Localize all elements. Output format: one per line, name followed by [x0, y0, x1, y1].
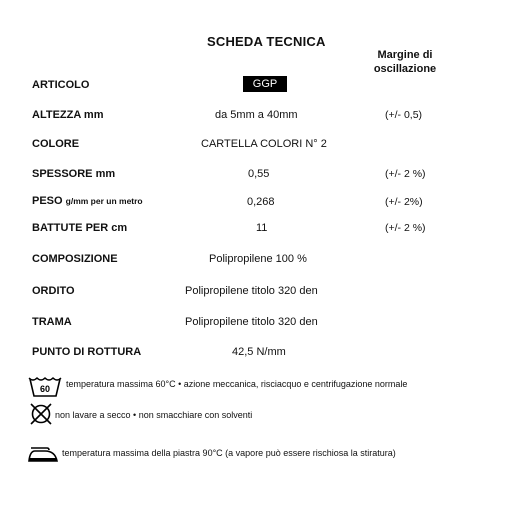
value-battute: 11: [256, 222, 268, 234]
label-punto-rottura: PUNTO DI ROTTURA: [32, 346, 142, 358]
dryclean-care-text: non lavare a secco • non smacchiare con solventi: [55, 410, 253, 420]
wash-care-text: temperatura massima 60°C • azione meccanica, risciacquo e centrifugazione normale: [66, 379, 408, 389]
no-dry-clean-icon: [29, 402, 53, 426]
label-peso-sub: g/mm per un metro: [65, 196, 143, 206]
label-colore: COLORE: [32, 138, 80, 150]
value-colore: CARTELLA COLORI N° 2: [201, 138, 327, 150]
page-title: SCHEDA TECNICA: [207, 34, 326, 49]
label-articolo: ARTICOLO: [32, 79, 90, 91]
value-ordito: Polipropilene titolo 320 den: [185, 285, 318, 297]
label-composizione: COMPOSIZIONE: [32, 253, 118, 265]
value-spessore: 0,55: [248, 168, 270, 180]
wash-temperature-number: 60: [39, 384, 51, 394]
value-peso: 0,268: [247, 196, 275, 208]
label-peso-main: PESO: [32, 195, 63, 207]
label-trama: TRAMA: [32, 316, 72, 328]
value-altezza: da 5mm a 40mm: [215, 109, 298, 121]
label-spessore: SPESSORE mm: [32, 168, 116, 180]
tolerance-spessore: (+/- 2 %): [385, 168, 426, 180]
tolerance-battute: (+/- 2 %): [385, 222, 426, 234]
label-altezza: ALTEZZA mm: [32, 109, 104, 121]
value-trama: Polipropilene titolo 320 den: [185, 316, 318, 328]
margin-header: Margine di oscillazione: [373, 49, 437, 75]
label-battute: BATTUTE PER cm: [32, 222, 128, 234]
article-code-badge: GGP: [243, 76, 287, 92]
tolerance-altezza: (+/- 0,5): [385, 109, 423, 121]
iron-icon: [27, 442, 59, 464]
wash-tub-icon: [27, 374, 63, 398]
label-ordito: ORDITO: [32, 285, 75, 297]
value-punto-rottura: 42,5 N/mm: [232, 346, 286, 358]
iron-care-text: temperatura massima della piastra 90°C (a vapore può essere rischiosa la stiratura): [62, 448, 396, 458]
label-peso: [32, 195, 143, 207]
value-composizione: Polipropilene 100 %: [209, 253, 307, 265]
tolerance-peso: (+/- 2%): [385, 196, 423, 208]
